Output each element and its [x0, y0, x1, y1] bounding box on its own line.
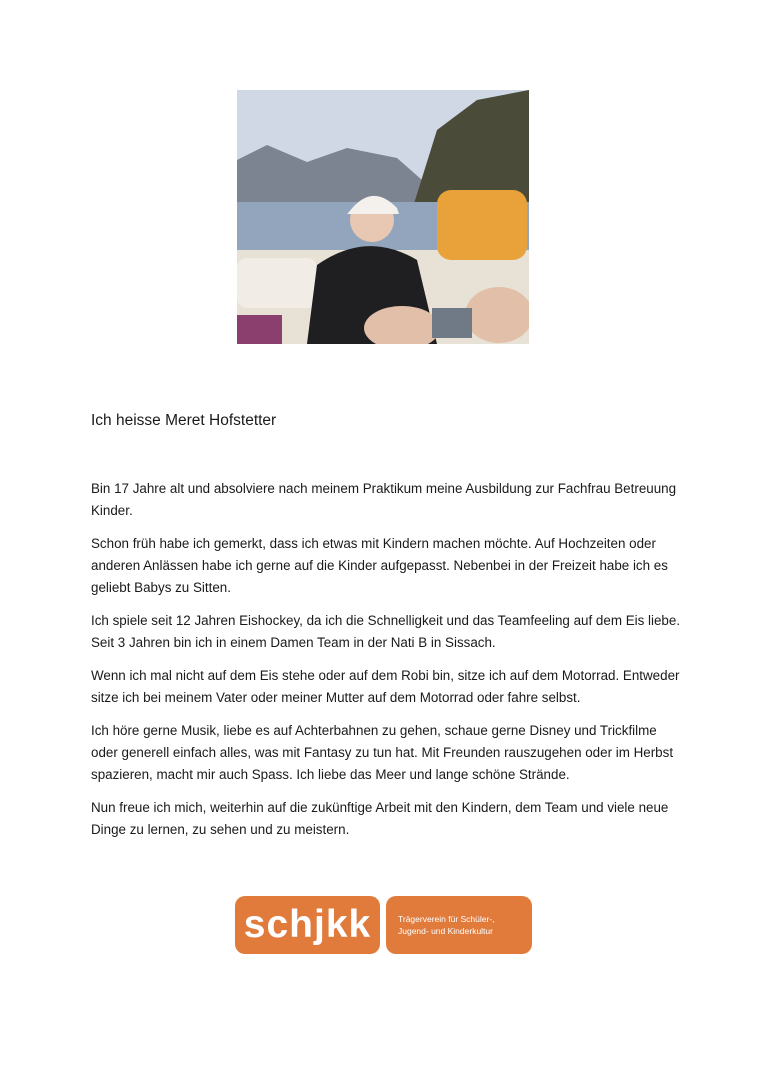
page-title: Ich heisse Meret Hofstetter: [91, 412, 277, 429]
paragraph: Wenn ich mal nicht auf dem Eis stehe oder auf dem Robi bin, sitze ich auf dem Motorrad. Entweder sitze ich bei meinem Vater oder meiner Mutter auf dem Motorrad oder fahre selbst.: [91, 668, 680, 705]
logo-tagline-line1: Trägerverein für Schüler-,: [398, 914, 495, 924]
paragraph: Schon früh habe ich gemerkt, dass ich etwas mit Kindern machen möchte. Auf Hochzeiten oder anderen Anlässen habe ich gerne auf die Kinder aufgepasst. Nebenbei in der Freizeit habe ich es geliebt Babys zu Sitten.: [91, 536, 668, 595]
logo-tagline-line2: Jugend- und Kinderkultur: [398, 926, 493, 936]
paragraph: Nun freue ich mich, weiterhin auf die zukünftige Arbeit mit den Kindern, dem Team und viele neue Dinge zu lernen, zu sehen und zu meistern.: [91, 800, 669, 837]
logo-tagline: [386, 896, 532, 954]
photo-illustration: [237, 90, 529, 344]
logo-wordmark: schjkk: [235, 896, 380, 954]
paragraph: Ich höre gerne Musik, liebe es auf Achterbahnen zu gehen, schaue gerne Disney und Trickfilme oder generell einfach alles, was mit Fantasy zu tun hat. Mit Freunden rauszugehen oder im Herbst spazieren, macht mir auch Spass. Ich liebe das Meer und lange schöne Strände.: [91, 723, 674, 782]
paragraph: Bin 17 Jahre alt und absolviere nach meinem Praktikum meine Ausbildung zur Fachfrau Betreuung Kinder.: [91, 481, 677, 518]
paragraph: Ich spiele seit 12 Jahren Eishockey, da ich die Schnelligkeit und das Teamfeeling auf dem Eis liebe. Seit 3 Jahren bin ich in einem Damen Team in der Nati B in Sissach.: [91, 613, 681, 650]
profile-photo: [237, 90, 529, 344]
bio-text: [91, 478, 681, 852]
schjkk-logo: [235, 896, 532, 954]
